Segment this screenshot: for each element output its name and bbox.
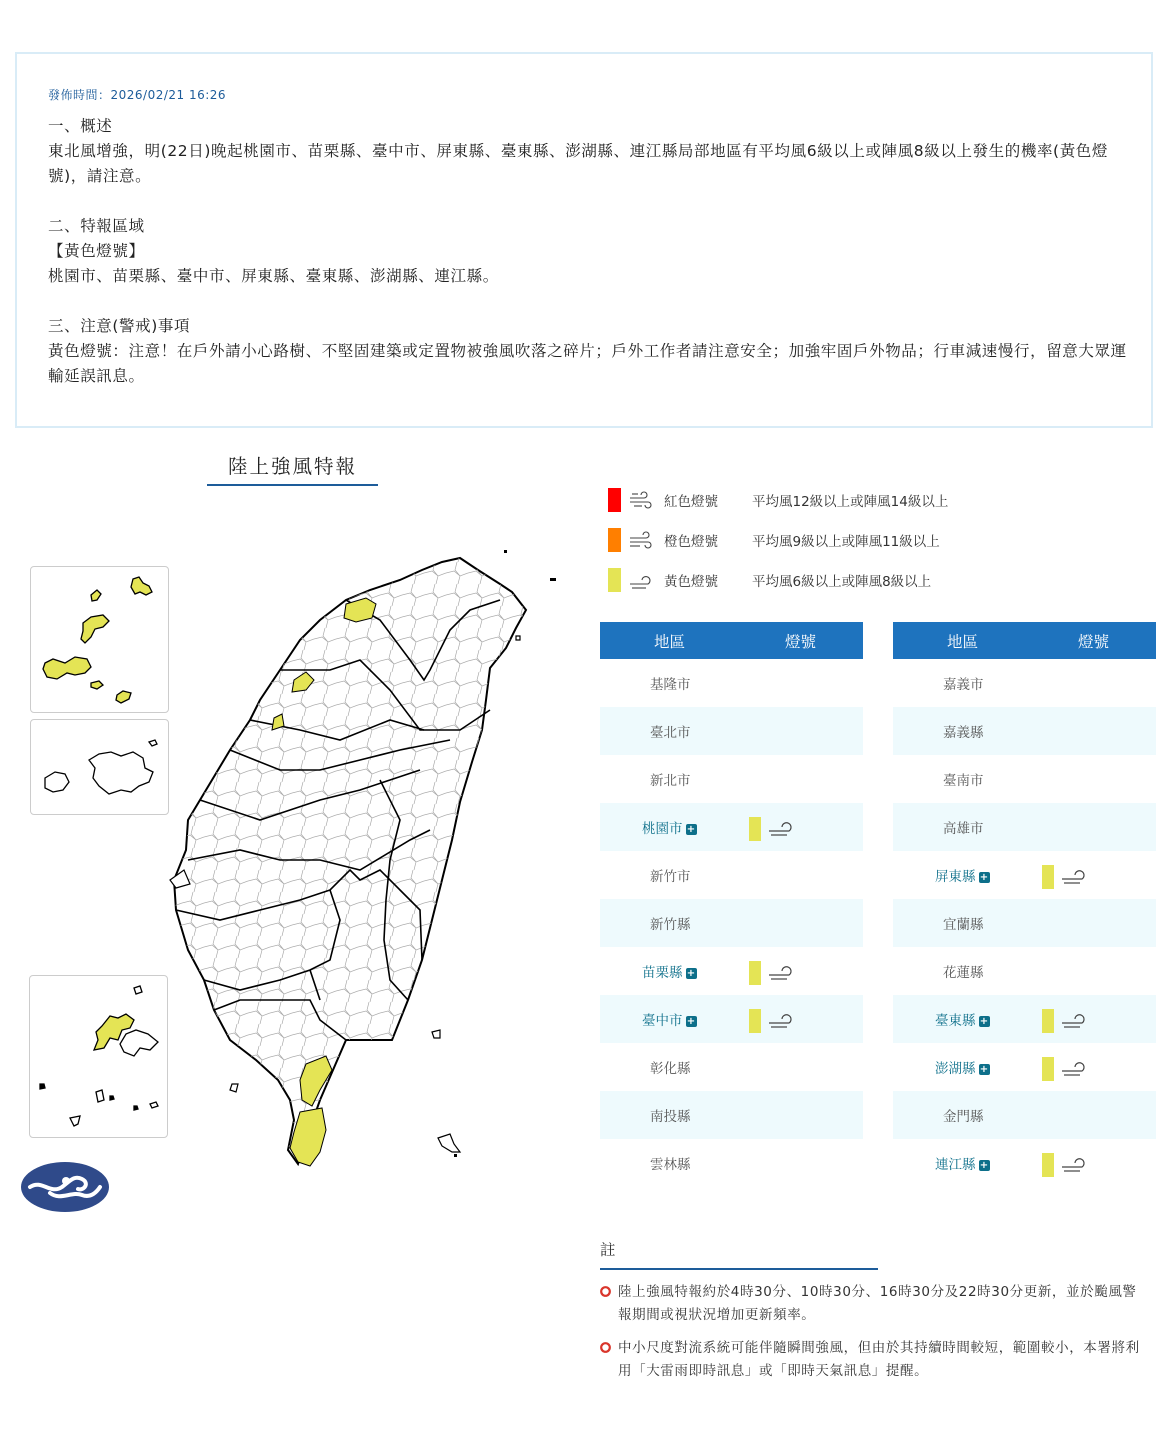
region-label: 嘉義縣 bbox=[943, 725, 984, 741]
table-row bbox=[600, 1091, 863, 1139]
region-label: 新竹市 bbox=[650, 869, 691, 885]
legend-red-desc: 平均風12級以上或陣風14級以上 bbox=[752, 494, 949, 510]
map-title: 陸上強風特報 bbox=[207, 451, 378, 486]
inset-penghu[interactable] bbox=[29, 975, 168, 1138]
region-name bbox=[650, 865, 691, 885]
region-label: 高雄市 bbox=[943, 821, 984, 837]
kinmen-map[interactable] bbox=[31, 720, 168, 814]
table-row bbox=[600, 803, 863, 851]
expand-plus-icon[interactable]: + bbox=[979, 1016, 989, 1027]
light-wind-icon bbox=[1060, 1153, 1090, 1175]
inset-kinmen[interactable] bbox=[30, 719, 169, 815]
legend-red-bar bbox=[608, 488, 621, 512]
region-label: 南投縣 bbox=[650, 1109, 691, 1125]
region-label: 苗栗縣 bbox=[642, 965, 683, 981]
expand-plus-icon[interactable]: + bbox=[686, 1016, 696, 1027]
light-wind-icon bbox=[628, 570, 656, 590]
table-row bbox=[600, 707, 863, 755]
note-text: 陸上強風特報約於4時30分、10時30分、16時30分及22時30分更新，並於颱風警報期間或視狀況增加更新頻率。 bbox=[618, 1284, 1137, 1323]
expand-plus-icon[interactable]: + bbox=[686, 968, 696, 979]
region-name bbox=[650, 913, 691, 933]
region-table-left bbox=[600, 622, 863, 1187]
notes-title: 註 bbox=[600, 1241, 616, 1259]
region-name bbox=[943, 817, 984, 837]
yellow-signal-bar bbox=[1042, 1009, 1054, 1033]
note-item bbox=[600, 1281, 1150, 1329]
region-name[interactable] bbox=[642, 817, 697, 837]
col-region-header: 地區 bbox=[654, 633, 686, 651]
matsu-map[interactable] bbox=[31, 567, 168, 712]
region-label: 雲林縣 bbox=[650, 1157, 691, 1173]
taiwan-map[interactable] bbox=[160, 540, 580, 1180]
region-label: 澎湖縣 bbox=[935, 1061, 976, 1077]
legend-yellow-bar bbox=[608, 568, 621, 592]
publish-time: 發佈時間：2026/02/21 16:26 bbox=[48, 88, 227, 102]
strong-wind-icon bbox=[628, 490, 656, 510]
light-wind-icon bbox=[767, 961, 797, 983]
table-row bbox=[600, 1043, 863, 1091]
region-name bbox=[943, 673, 984, 693]
section1-title: 一、概述 bbox=[48, 117, 113, 135]
note-text: 中小尺度對流系統可能伴隨瞬間強風，但由於其持續時間較短，範圍較小，本署將利用「大雷雨即時訊息」或「即時天氣訊息」提醒。 bbox=[618, 1340, 1140, 1379]
region-name bbox=[943, 1105, 984, 1125]
region-label: 嘉義市 bbox=[943, 677, 984, 693]
table-row bbox=[600, 947, 863, 995]
region-label: 彰化縣 bbox=[650, 1061, 691, 1077]
region-name[interactable] bbox=[642, 961, 697, 981]
region-name bbox=[943, 913, 984, 933]
col-signal-header: 燈號 bbox=[1078, 633, 1110, 651]
section3-text: 黃色燈號：注意！在戶外請小心路樹、不堅固建築或定置物被強風吹落之碎片；戶外工作者請注意安全；加強牢固戶外物品；行車減速慢行，留意大眾運輸延誤訊息。 bbox=[48, 342, 1127, 385]
yellow-signal-bar bbox=[749, 1009, 761, 1033]
expand-plus-icon[interactable]: + bbox=[979, 1064, 989, 1075]
table-row bbox=[893, 1139, 1156, 1187]
region-label: 連江縣 bbox=[935, 1157, 976, 1173]
notice-body bbox=[48, 114, 1128, 389]
table-row bbox=[600, 1139, 863, 1187]
table-row bbox=[893, 803, 1156, 851]
light-wind-icon bbox=[767, 1009, 797, 1031]
legend-red-name: 紅色燈號 bbox=[664, 494, 718, 510]
expand-plus-icon[interactable]: + bbox=[686, 824, 696, 835]
section2-title: 二、特報區域 bbox=[48, 217, 145, 235]
table-row bbox=[893, 755, 1156, 803]
region-label: 新北市 bbox=[650, 773, 691, 789]
region-table-right bbox=[893, 622, 1156, 1187]
region-label: 屏東縣 bbox=[935, 869, 976, 885]
region-name[interactable] bbox=[935, 865, 990, 885]
legend-orange-desc: 平均風9級以上或陣風11級以上 bbox=[752, 534, 940, 550]
note-item bbox=[600, 1337, 1150, 1385]
region-name bbox=[650, 1153, 691, 1173]
table-row bbox=[893, 851, 1156, 899]
region-name[interactable] bbox=[935, 1009, 990, 1029]
col-region-header: 地區 bbox=[947, 633, 979, 651]
region-label: 臺南市 bbox=[943, 773, 984, 789]
region-label: 基隆市 bbox=[650, 677, 691, 693]
bullet-icon bbox=[600, 1342, 611, 1353]
table-row bbox=[600, 659, 863, 707]
region-name bbox=[943, 769, 984, 789]
region-name bbox=[650, 1057, 691, 1077]
region-name bbox=[650, 769, 691, 789]
region-label: 桃園市 bbox=[642, 821, 683, 837]
region-label: 新竹縣 bbox=[650, 917, 691, 933]
region-name bbox=[650, 1105, 691, 1125]
region-name bbox=[943, 961, 984, 981]
table-row bbox=[893, 1091, 1156, 1139]
col-signal-header: 燈號 bbox=[785, 633, 817, 651]
region-name[interactable] bbox=[935, 1057, 990, 1077]
yellow-signal-bar bbox=[749, 817, 761, 841]
legend-orange-bar bbox=[608, 528, 621, 552]
table-row bbox=[893, 947, 1156, 995]
region-name[interactable] bbox=[642, 1009, 697, 1029]
table-row bbox=[893, 1043, 1156, 1091]
section2-level: 【黃色燈號】 bbox=[48, 242, 145, 260]
legend-yellow-desc: 平均風6級以上或陣風8級以上 bbox=[752, 574, 932, 590]
region-label: 金門縣 bbox=[943, 1109, 984, 1125]
penghu-map[interactable] bbox=[30, 976, 167, 1137]
region-name bbox=[650, 673, 691, 693]
region-name[interactable] bbox=[935, 1153, 990, 1173]
region-name bbox=[943, 721, 984, 741]
section3-title: 三、注意(警戒)事項 bbox=[48, 317, 191, 335]
table-row bbox=[893, 707, 1156, 755]
yellow-signal-bar bbox=[1042, 1057, 1054, 1081]
table-row bbox=[600, 755, 863, 803]
region-label: 臺東縣 bbox=[935, 1013, 976, 1029]
region-label: 臺中市 bbox=[642, 1013, 683, 1029]
table-header bbox=[893, 622, 1156, 659]
light-wind-icon bbox=[767, 817, 797, 839]
region-label: 花蓮縣 bbox=[943, 965, 984, 981]
table-row bbox=[893, 659, 1156, 707]
light-wind-icon bbox=[1060, 865, 1090, 887]
inset-matsu[interactable] bbox=[30, 566, 169, 713]
table-row bbox=[600, 851, 863, 899]
table-row bbox=[893, 995, 1156, 1043]
table-row bbox=[600, 995, 863, 1043]
yellow-signal-bar bbox=[749, 961, 761, 985]
region-label: 宜蘭縣 bbox=[943, 917, 984, 933]
bullet-icon bbox=[600, 1286, 611, 1297]
notes-divider bbox=[600, 1268, 878, 1270]
table-row bbox=[893, 899, 1156, 947]
table-header bbox=[600, 622, 863, 659]
section1-text: 東北風增強，明(22日)晚起桃園市、苗栗縣、臺中市、屏東縣、臺東縣、澎湖縣、連江縣局部地區有平均風6級以上或陣風8級以上發生的機率(黃色燈號)，請注意。 bbox=[48, 142, 1108, 185]
cwa-logo bbox=[20, 1161, 110, 1213]
section2-text: 桃園市、苗栗縣、臺中市、屏東縣、臺東縣、澎湖縣、連江縣。 bbox=[48, 267, 499, 285]
expand-plus-icon[interactable]: + bbox=[979, 1160, 989, 1171]
light-wind-icon bbox=[1060, 1057, 1090, 1079]
yellow-signal-bar bbox=[1042, 1153, 1054, 1177]
notice-panel bbox=[15, 52, 1153, 428]
region-label: 臺北市 bbox=[650, 725, 691, 741]
table-row bbox=[600, 899, 863, 947]
legend-yellow-name: 黃色燈號 bbox=[664, 574, 718, 590]
expand-plus-icon[interactable]: + bbox=[979, 872, 989, 883]
region-name bbox=[650, 721, 691, 741]
light-wind-icon bbox=[1060, 1009, 1090, 1031]
yellow-signal-bar bbox=[1042, 865, 1054, 889]
medium-wind-icon bbox=[628, 530, 656, 550]
legend-orange-name: 橙色燈號 bbox=[664, 534, 718, 550]
